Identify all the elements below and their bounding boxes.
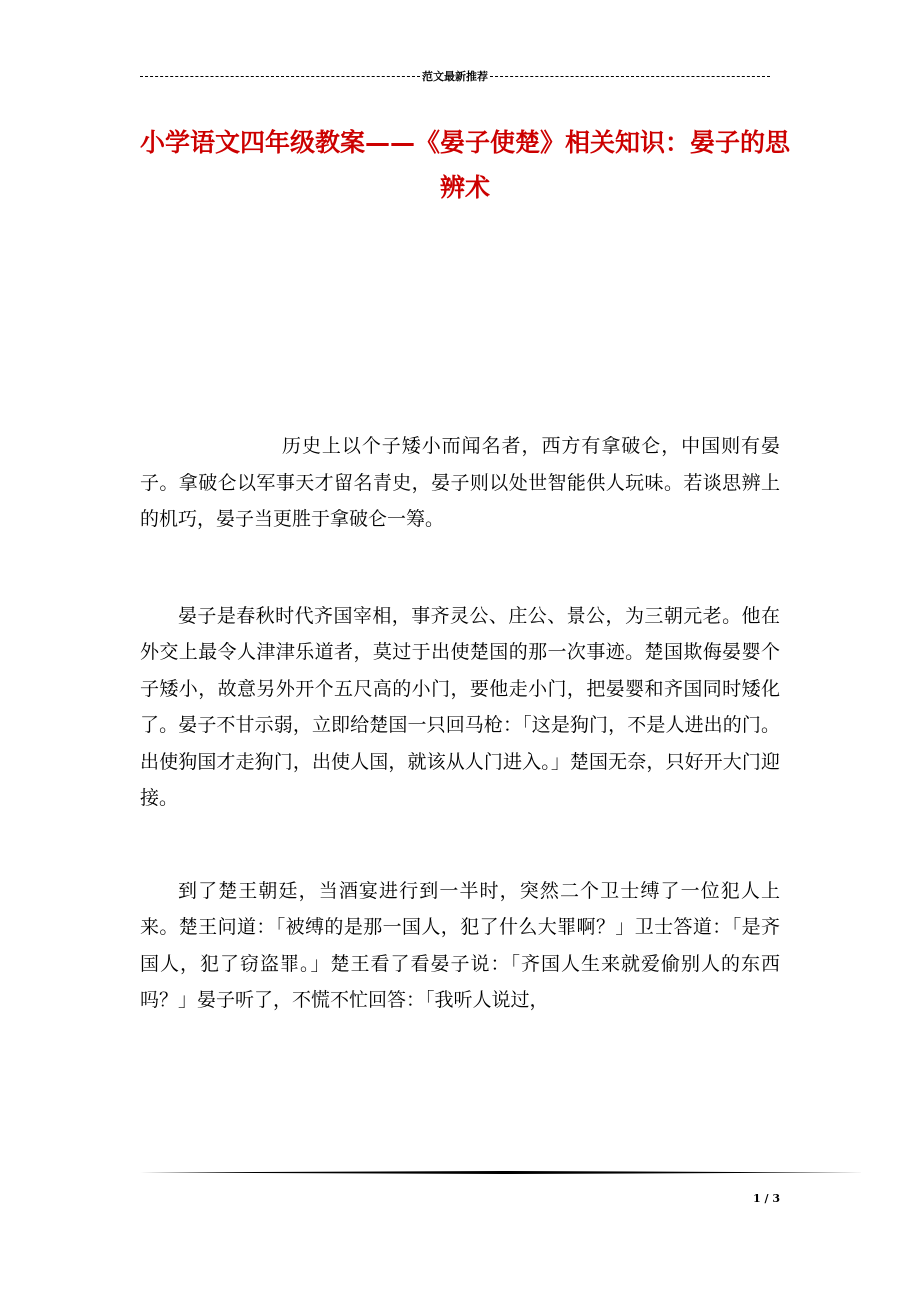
paragraph-2: 晏子是春秋时代齐国宰相，事齐灵公、庄公、景公，为三朝元老。他在外交上最令人津津乐道者，莫过于出使楚国的那一次事迹。楚国欺侮晏婴个子矮小，故意另外开个五尺高的小门，要他走小门，把晏婴和齐国同时矮化了。晏子不甘示弱，立即给楚国一只回马枪：「这是狗门，不是人进出的门。出使狗国才走狗门，出使人国，就该从人门进入。」楚国无奈，只好开大门迎接。 — [140, 604, 780, 809]
paragraph-3: 到了楚王朝廷，当酒宴进行到一半时，突然二个卫士缚了一位犯人上来。楚王问道：「被缚的是那一国人，犯了什么大罪啊？」卫士答道：「是齐国人，犯了窃盗罪。」楚王看了看晏子说：「齐国人生来就爱偷别人的东西吗？」晏子听了，不慌不忙回答：「我听人说过， — [140, 879, 780, 1011]
header-dash-left — [140, 76, 420, 77]
paragraph-1: 历史上以个子矮小而闻名者，西方有拿破仑，中国则有晏子。拿破仑以军事天才留名青史，晏子则以处世智能供人玩味。若谈思辨上的机巧，晏子当更胜于拿破仑一筹。 — [140, 435, 780, 530]
page-header — [140, 68, 770, 84]
footer-rule — [140, 1171, 865, 1174]
header-label: 范文最新推荐 — [422, 70, 488, 83]
document-body — [140, 428, 780, 1019]
document-title: 小学语文四年级教案——《晏子使楚》相关知识：晏子的思辨术 — [140, 128, 791, 202]
header-dash-right — [490, 76, 770, 77]
page-number: 1 / 3 — [753, 1192, 780, 1205]
